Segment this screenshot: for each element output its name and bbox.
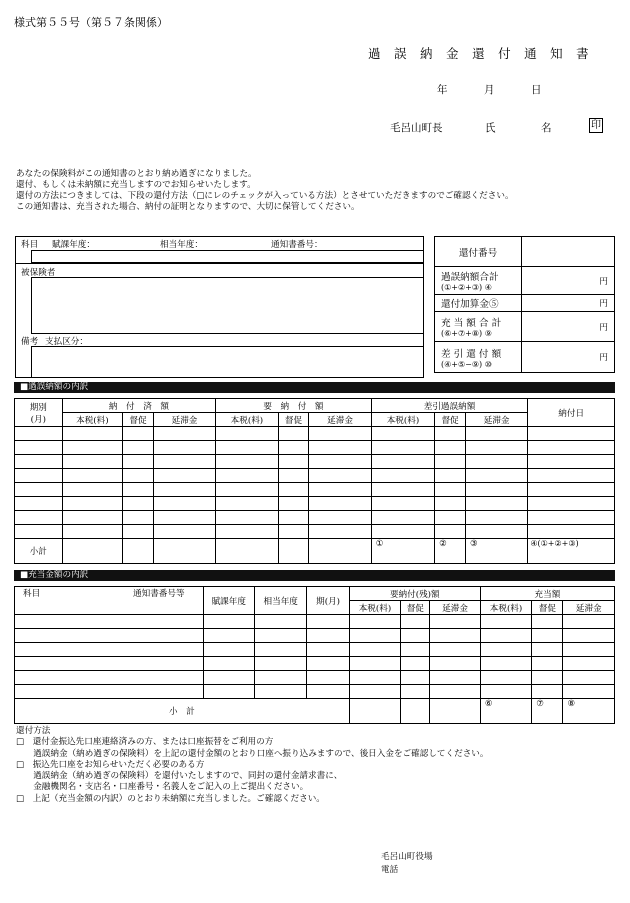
seal-mark: 印 xyxy=(591,120,601,131)
table-cell xyxy=(532,685,563,699)
table-cell xyxy=(371,427,434,441)
table-cell xyxy=(278,455,309,469)
applied-header: 充当額 xyxy=(480,587,614,601)
main-tax-header: 本税(料) xyxy=(480,601,531,615)
table-cell xyxy=(465,511,527,525)
table-cell xyxy=(62,427,122,441)
table-cell xyxy=(430,671,480,685)
table-cell xyxy=(216,455,278,469)
method-text: 過誤納金（納め過ぎの保険料）を上記の還付金額のとおり口座へ振り込みますので、後日入金をご確認してください。 xyxy=(16,748,489,759)
document-title xyxy=(368,44,602,62)
summary-unit: 円 xyxy=(522,295,615,312)
pay-date-header: 納付日 xyxy=(528,399,615,427)
refund-method xyxy=(16,726,489,805)
table-cell xyxy=(480,657,531,671)
table-cell xyxy=(309,511,371,525)
office-name: 毛呂山町役場 xyxy=(381,852,433,862)
summary-unit: 円 xyxy=(522,267,615,295)
late-fee-header: 延滞金 xyxy=(465,413,527,427)
form-number: 様式第５５号（第５７条関係） xyxy=(14,16,168,29)
overpay-section-bar: ■過誤納額の内訳 xyxy=(14,382,615,393)
intro-line: 還付の方法につきましては、下段の還付方法（□にレのチェックが入っている方法）とさせていただきますのでご確認ください。 xyxy=(16,191,514,201)
table-cell xyxy=(216,469,278,483)
table-cell xyxy=(430,657,480,671)
table-cell xyxy=(307,615,349,629)
table-cell xyxy=(203,643,254,657)
table-cell xyxy=(528,427,615,441)
method-text: 過誤納金（納め過ぎの保険料）を還付いたしますので、同封の還付金請求書に、 xyxy=(16,771,343,782)
reminder-header: 督促 xyxy=(401,601,430,615)
table-cell xyxy=(532,671,563,685)
table-cell xyxy=(480,643,531,657)
title-char: 書 xyxy=(576,46,589,61)
table-cell xyxy=(435,427,466,441)
table-cell xyxy=(371,511,434,525)
summary-table xyxy=(434,236,615,373)
table-cell xyxy=(563,615,615,629)
table-cell xyxy=(563,671,615,685)
table-cell xyxy=(278,525,309,539)
mark-8: ⑧ xyxy=(563,699,615,724)
table-cell xyxy=(15,671,204,685)
main-tax-header: 本税(料) xyxy=(349,601,400,615)
intro-line: 還付、もしくは未納額に充当しますのでお知らせいたします。 xyxy=(16,180,256,190)
notice-number-label: 通知書番号： xyxy=(271,240,323,250)
summary-unit: 円 xyxy=(522,342,615,373)
table-cell xyxy=(371,441,434,455)
table-row xyxy=(15,455,615,469)
period-header: 期(月) xyxy=(307,587,349,615)
refund-method-heading: 還付方法 xyxy=(16,726,51,736)
unpaid-header: 要納付(残)額 xyxy=(349,587,480,601)
table-cell xyxy=(216,441,278,455)
mark-2: ② xyxy=(435,539,466,564)
summary-label: 差 引 還 付 額 (④+⑤−⑨) ⑩ xyxy=(435,342,522,373)
table-cell xyxy=(203,657,254,671)
table-cell xyxy=(480,671,531,685)
table-cell xyxy=(528,525,615,539)
table-cell xyxy=(203,685,254,699)
table-cell xyxy=(15,441,63,455)
table-cell xyxy=(15,525,63,539)
mark-7: ⑦ xyxy=(532,699,563,724)
table-cell xyxy=(123,441,154,455)
reminder-header: 督促 xyxy=(123,413,154,427)
table-cell xyxy=(254,671,306,685)
title-char: 付 xyxy=(498,46,511,61)
date-year: 年 xyxy=(437,84,448,96)
summary-unit: 円 xyxy=(522,312,615,342)
rule xyxy=(31,346,424,347)
table-cell xyxy=(435,483,466,497)
applicable-year-header: 相当年度 xyxy=(254,587,306,615)
table-cell xyxy=(465,497,527,511)
table-cell xyxy=(563,657,615,671)
table-cell xyxy=(435,455,466,469)
table-cell xyxy=(307,657,349,671)
table-cell xyxy=(153,441,215,455)
table-cell xyxy=(123,455,154,469)
table-cell xyxy=(430,685,480,699)
table-cell xyxy=(278,427,309,441)
reminder-header: 督促 xyxy=(435,413,466,427)
table-cell xyxy=(435,469,466,483)
table-cell xyxy=(307,629,349,643)
main-tax-header: 本税(料) xyxy=(371,413,434,427)
table-cell xyxy=(532,615,563,629)
intro-text xyxy=(16,169,514,213)
table-row xyxy=(15,427,615,441)
table-cell xyxy=(15,455,63,469)
table-cell xyxy=(123,511,154,525)
issuer-name-1: 氏 xyxy=(485,122,496,134)
table-row xyxy=(15,469,615,483)
office-phone-label: 電話 xyxy=(381,865,399,875)
table-cell xyxy=(62,469,122,483)
method-checkbox-2[interactable]: □ 振込先口座をお知らせいただく必要のある方 xyxy=(16,759,205,770)
table-cell xyxy=(528,497,615,511)
table-cell xyxy=(349,657,400,671)
subject-label: 科目 xyxy=(21,240,39,250)
subject-notice-header: 科目 通知書番号等 xyxy=(15,587,204,615)
table-cell xyxy=(62,497,122,511)
table-cell xyxy=(309,469,371,483)
table-cell xyxy=(153,497,215,511)
table-cell xyxy=(480,629,531,643)
table-cell xyxy=(465,469,527,483)
table-cell xyxy=(435,525,466,539)
table-cell xyxy=(349,671,400,685)
table-cell xyxy=(15,657,204,671)
mark-3: ③ xyxy=(465,539,527,564)
table-cell xyxy=(480,685,531,699)
diff-header: 差引過誤納額 xyxy=(371,399,528,413)
table-cell xyxy=(216,525,278,539)
rule xyxy=(31,346,32,377)
method-checkbox-3[interactable]: □ 上記（充当金額の内訳）のとおり未納額に充当しました。ご確認ください。 xyxy=(16,793,325,804)
title-char: 誤 xyxy=(394,46,407,61)
table-cell xyxy=(15,629,204,643)
title-char: 金 xyxy=(446,46,459,61)
table-cell xyxy=(216,497,278,511)
table-cell xyxy=(532,657,563,671)
table-cell xyxy=(349,629,400,643)
table-cell xyxy=(563,629,615,643)
table-cell xyxy=(435,441,466,455)
table-cell xyxy=(153,483,215,497)
subtotal-label: 小計 xyxy=(15,539,63,564)
office-info xyxy=(381,851,433,877)
table-cell xyxy=(203,629,254,643)
table-cell xyxy=(15,483,63,497)
table-cell xyxy=(528,455,615,469)
method-checkbox-1[interactable]: □ 還付金振込先口座連絡済みの方、または口座振替をご利用の方 xyxy=(16,737,274,748)
table-cell xyxy=(216,483,278,497)
reminder-header: 督促 xyxy=(278,413,309,427)
issuer-town: 毛呂山町長 xyxy=(390,122,443,134)
table-cell xyxy=(480,615,531,629)
insured-label: 被保険者 xyxy=(21,268,56,278)
table-row xyxy=(15,657,615,671)
table-cell xyxy=(15,497,63,511)
table-cell xyxy=(371,525,434,539)
table-cell xyxy=(401,629,430,643)
intro-line: この通知書は、充当された場合、納付の証明となりますので、大切に保管してください。 xyxy=(16,202,360,212)
table-cell xyxy=(254,657,306,671)
summary-label: 還付加算金⑤ xyxy=(435,295,522,312)
table-cell xyxy=(430,629,480,643)
date-month: 月 xyxy=(484,84,495,96)
table-cell xyxy=(465,427,527,441)
table-cell xyxy=(123,483,154,497)
table-cell xyxy=(123,427,154,441)
table-row xyxy=(15,685,615,699)
late-fee-header: 延滞金 xyxy=(309,413,371,427)
table-cell xyxy=(123,497,154,511)
table-row xyxy=(15,483,615,497)
table-cell xyxy=(528,441,615,455)
table-cell xyxy=(401,671,430,685)
table-row xyxy=(15,511,615,525)
table-cell xyxy=(401,685,430,699)
payment-type-label: 支払区分： xyxy=(45,337,88,347)
table-cell xyxy=(435,511,466,525)
table-cell xyxy=(371,455,434,469)
table-cell xyxy=(309,455,371,469)
table-cell xyxy=(153,525,215,539)
table-cell xyxy=(532,643,563,657)
method-text: 金融機関名・支店名・口座番号・名義人をご記入の上ご提出ください。 xyxy=(16,782,309,793)
table-cell xyxy=(401,643,430,657)
table-cell xyxy=(278,483,309,497)
mark-4: ④(①+②+③) xyxy=(528,539,615,564)
table-row xyxy=(15,441,615,455)
table-cell xyxy=(153,455,215,469)
table-cell xyxy=(528,511,615,525)
table-cell xyxy=(435,497,466,511)
table-cell xyxy=(465,455,527,469)
table-cell xyxy=(371,483,434,497)
late-fee-header: 延滞金 xyxy=(153,413,215,427)
table-cell xyxy=(349,685,400,699)
table-cell xyxy=(465,525,527,539)
table-cell xyxy=(153,469,215,483)
table-cell xyxy=(371,497,434,511)
table-cell xyxy=(62,525,122,539)
late-fee-header: 延滞金 xyxy=(563,601,615,615)
date-day: 日 xyxy=(531,84,542,96)
table-row xyxy=(15,525,615,539)
table-cell xyxy=(254,643,306,657)
table-row xyxy=(15,497,615,511)
title-char: 納 xyxy=(420,46,433,61)
table-cell xyxy=(309,441,371,455)
refund-number-label: 還付番号 xyxy=(435,237,522,267)
applicable-year-label: 相当年度： xyxy=(160,240,203,250)
table-cell xyxy=(203,671,254,685)
mark-1: ① xyxy=(371,539,434,564)
issuer-name-2: 名 xyxy=(541,122,552,134)
table-cell xyxy=(430,643,480,657)
table-cell xyxy=(15,643,204,657)
table-cell xyxy=(401,615,430,629)
table-cell xyxy=(465,483,527,497)
table-cell xyxy=(15,685,204,699)
title-char: 知 xyxy=(550,46,563,61)
rule xyxy=(31,277,32,333)
table-cell xyxy=(307,671,349,685)
table-row xyxy=(15,629,615,643)
table-cell xyxy=(123,469,154,483)
table-row xyxy=(15,643,615,657)
table-cell xyxy=(216,511,278,525)
tax-year-header: 賦課年度 xyxy=(203,587,254,615)
tax-year-label: 賦課年度： xyxy=(52,240,95,250)
table-cell xyxy=(309,525,371,539)
period-header: 期別 (月) xyxy=(15,399,63,427)
info-box xyxy=(15,236,424,378)
summary-label: 充 当 額 合 計 (⑥+⑦+⑧) ⑨ xyxy=(435,312,522,342)
table-row xyxy=(15,615,615,629)
rule xyxy=(31,333,424,334)
main-tax-header: 本税(料) xyxy=(62,413,122,427)
table-cell xyxy=(216,427,278,441)
table-cell xyxy=(153,427,215,441)
rule xyxy=(31,277,424,278)
refund-number-value xyxy=(522,237,615,267)
table-cell xyxy=(349,643,400,657)
table-cell xyxy=(123,525,154,539)
intro-line: あなたの保険料がこの通知書のとおり納め過ぎになりました。 xyxy=(16,169,257,179)
table-cell xyxy=(309,427,371,441)
table-cell xyxy=(430,615,480,629)
table-cell xyxy=(401,657,430,671)
reminder-header: 督促 xyxy=(532,601,563,615)
table-cell xyxy=(203,615,254,629)
table-cell xyxy=(278,497,309,511)
table-cell xyxy=(309,483,371,497)
table-cell xyxy=(465,441,527,455)
appropriation-section-bar: ■充当金額の内訳 xyxy=(14,570,615,581)
table-cell xyxy=(307,685,349,699)
table-cell xyxy=(62,511,122,525)
summary-label: 過誤納額合計 (①+②+③) ④ xyxy=(435,267,522,295)
table-cell xyxy=(532,629,563,643)
table-cell xyxy=(254,615,306,629)
table-cell xyxy=(15,427,63,441)
title-char: 過 xyxy=(368,46,381,61)
mark-6: ⑥ xyxy=(480,699,531,724)
subtotal-label: 小 計 xyxy=(15,699,350,724)
rule xyxy=(15,263,424,264)
table-cell xyxy=(254,629,306,643)
overpay-table xyxy=(14,398,615,564)
rule xyxy=(31,250,32,262)
table-cell xyxy=(62,483,122,497)
table-cell xyxy=(563,643,615,657)
table-cell xyxy=(371,469,434,483)
table-cell xyxy=(309,497,371,511)
late-fee-header: 延滞金 xyxy=(430,601,480,615)
table-cell xyxy=(62,441,122,455)
table-cell xyxy=(278,511,309,525)
table-cell xyxy=(563,685,615,699)
paid-header: 納 付 済 額 xyxy=(62,399,216,413)
table-cell xyxy=(307,643,349,657)
table-cell xyxy=(278,469,309,483)
title-char: 通 xyxy=(524,46,537,61)
table-cell xyxy=(15,469,63,483)
table-cell xyxy=(349,615,400,629)
table-row xyxy=(15,671,615,685)
table-cell xyxy=(278,441,309,455)
appropriation-table xyxy=(14,586,615,724)
table-cell xyxy=(528,469,615,483)
table-cell xyxy=(15,615,204,629)
table-cell xyxy=(528,483,615,497)
table-cell xyxy=(153,511,215,525)
main-tax-header: 本税(料) xyxy=(216,413,278,427)
rule xyxy=(31,250,424,251)
required-header: 要 納 付 額 xyxy=(216,399,372,413)
table-cell xyxy=(62,455,122,469)
title-char: 還 xyxy=(472,46,485,61)
table-cell xyxy=(15,511,63,525)
remarks-label: 備考 xyxy=(21,337,39,347)
table-cell xyxy=(254,685,306,699)
